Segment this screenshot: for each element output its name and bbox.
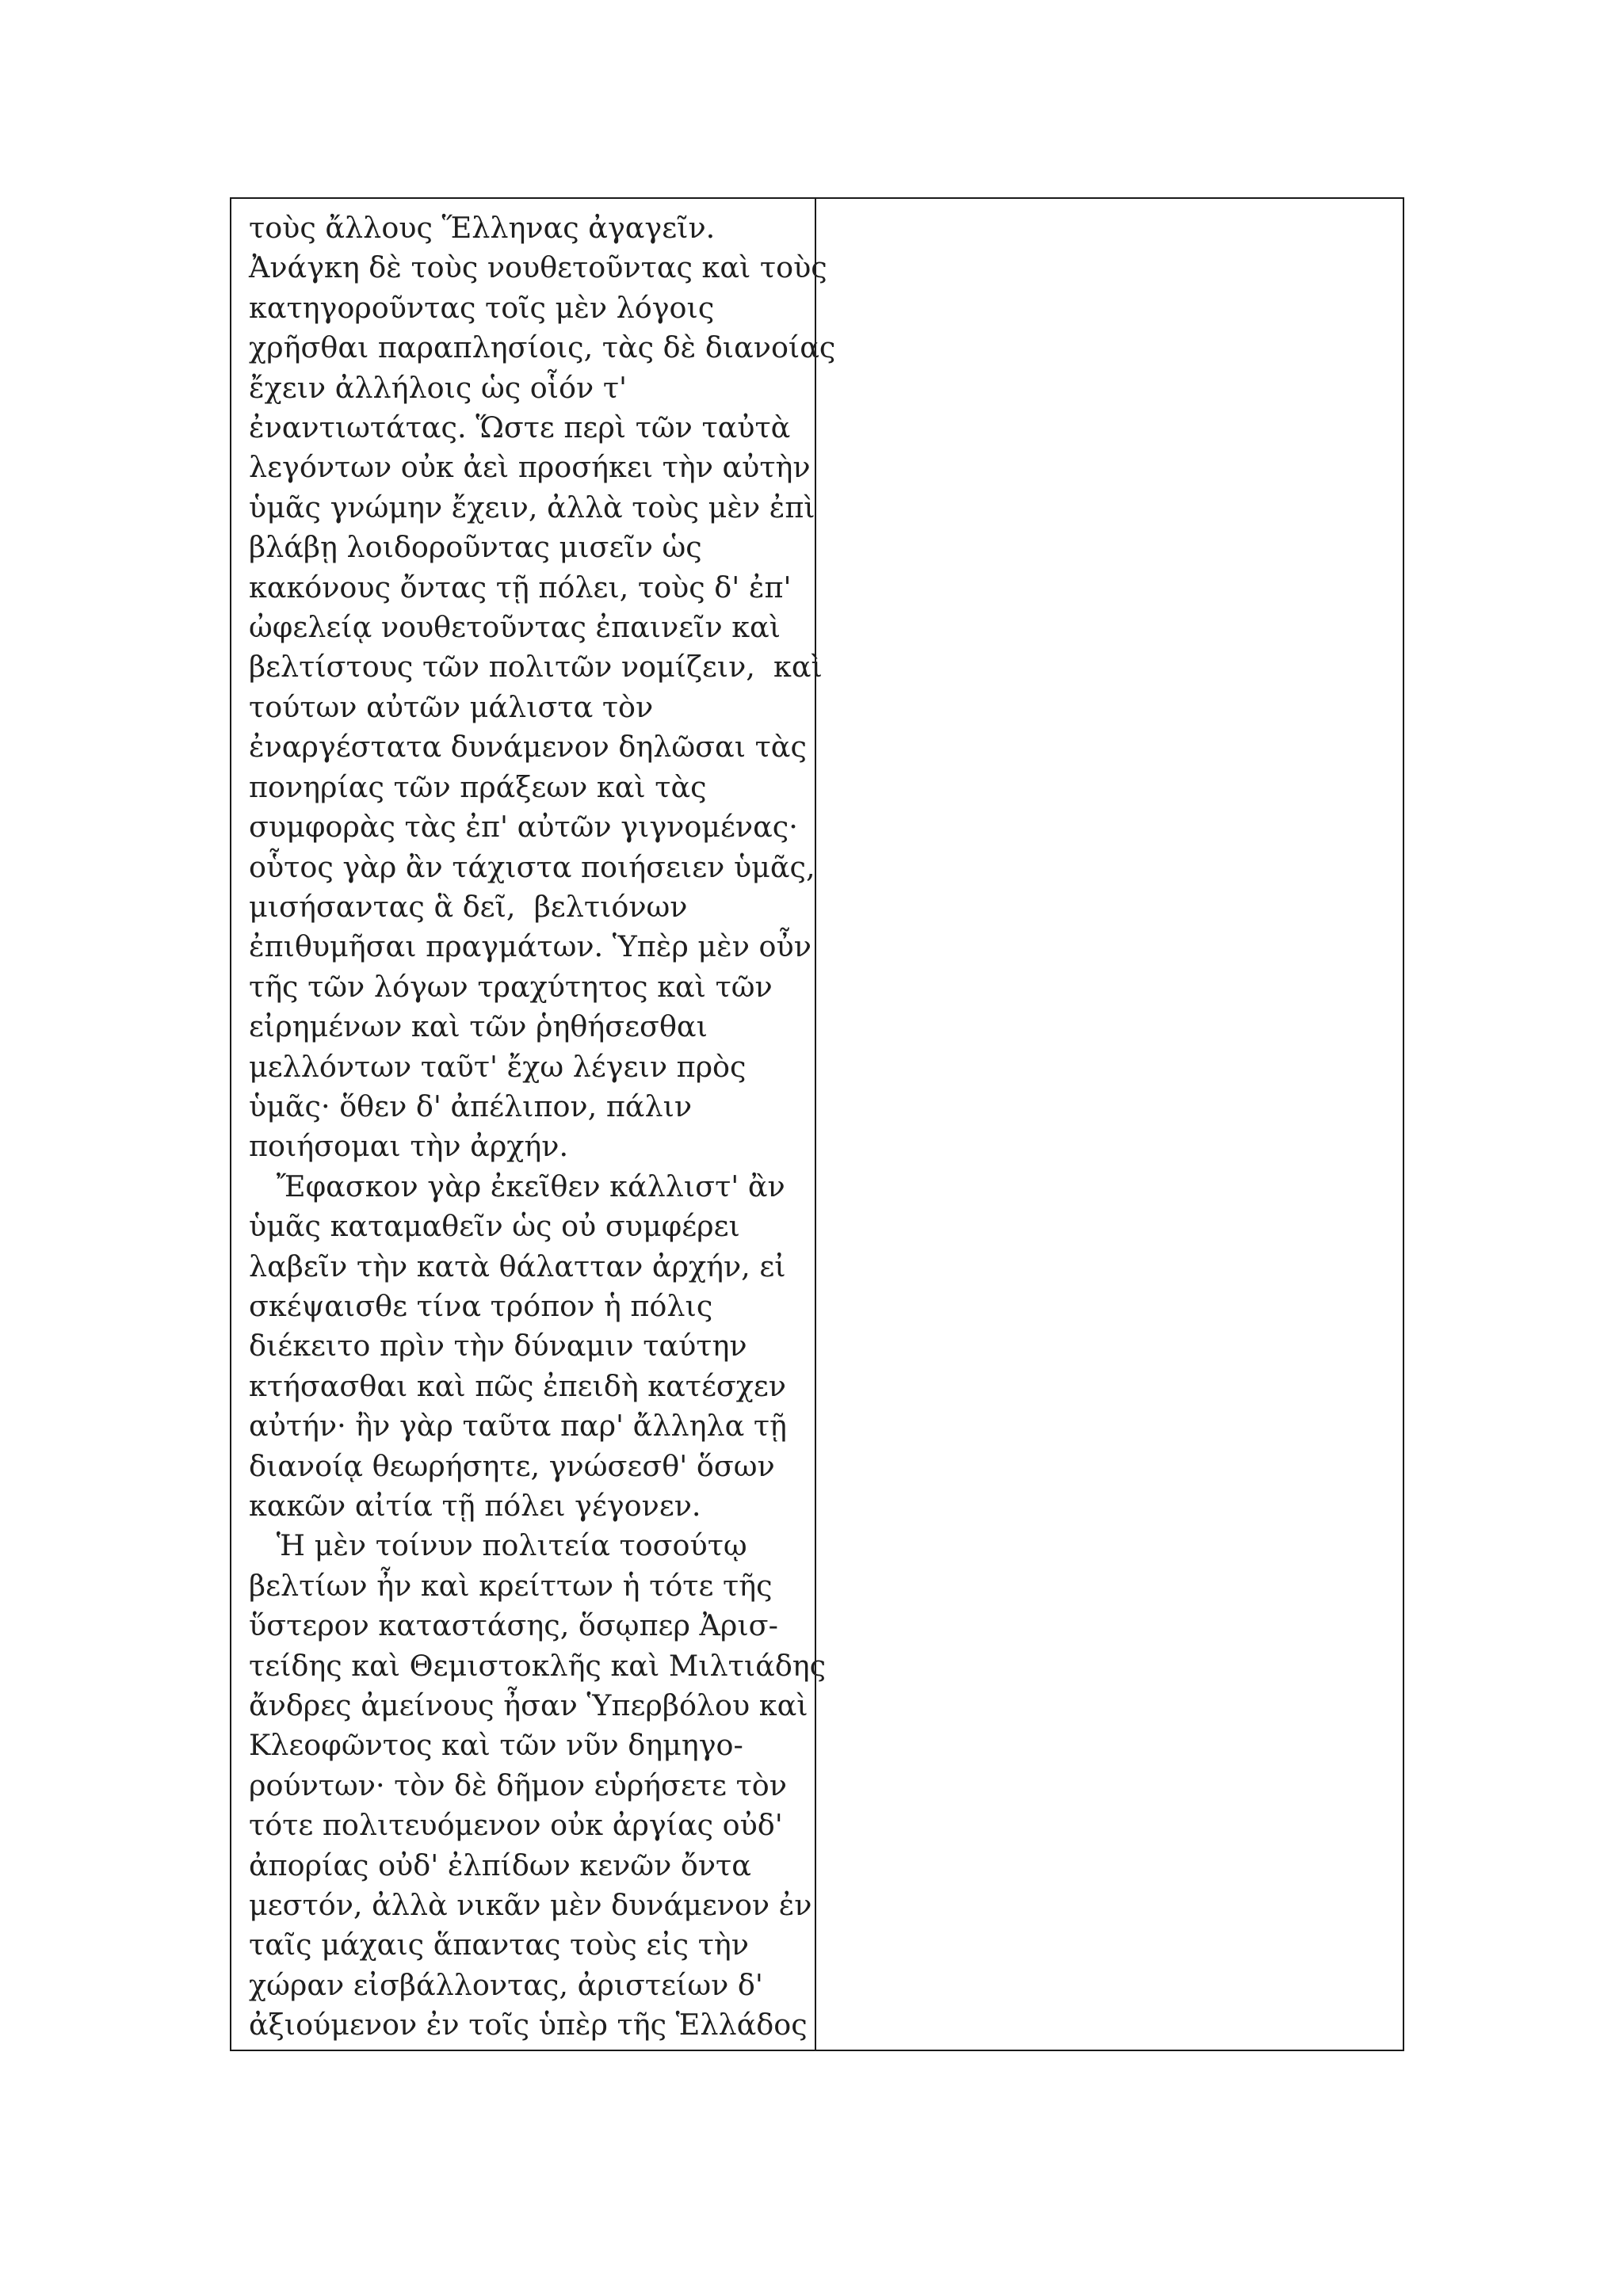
table-row (231, 198, 1403, 2050)
right-column-cell (815, 198, 1403, 2050)
left-column-cell (231, 198, 836, 2050)
greek-text-block: τοὺς ἄλλους Ἕλληνας ἀγαγεῖν. Ἀνάγκη δὲ τοὺς νουθετοῦντας καὶ τοὺς κατηγοροῦντας τοῖς μὲν λόγοις χρῆσθαι παραπλησίοις, τὰς δὲ διανοίας ἔχειν ἀλλήλοις ὡς οἷόν τ' ἐναντιωτάτας. Ὥστε περὶ τῶν ταὐτὰ λεγόντων οὐκ ἀεὶ προσήκει τὴν αὐτὴν ὑμᾶς γνώμην ἔχειν, ἀλλὰ τοὺς μὲν ἐπὶ βλάβῃ λοιδοροῦντας μισεῖν ὡς κακόνους ὄντας τῇ πόλει, τοὺς δ' ἐπ' ὠφελείᾳ νουθετοῦντας ἐπαινεῖν καὶ βελτίστους τῶν πολιτῶν νομίζειν, καὶ τούτων αὐτῶν μάλιστα τὸν ἐναργέστατα δυνάμενον δηλῶσαι τὰς πονηρίας τῶν πράξεων καὶ τὰς συμφορὰς τὰς ἐπ' αὐτῶν γιγνομένας· οὗτος γὰρ ἂν τάχιστα ποιήσειεν ὑμᾶς, μισήσαντας ἃ δεῖ, βελτιόνων ἐπιθυμῆσαι πραγμάτων. Ὑπὲρ μὲν οὖν τῆς τῶν λόγων τραχύτητος καὶ τῶν εἰρημένων καὶ τῶν ῥηθήσεσθαι μελλόντων ταῦτ' ἔχω λέγειν πρὸς ὑμᾶς· ὅθεν δ' ἀπέλιπον, πάλιν ποιήσομαι τὴν ἀρχήν. Ἔφασκον γὰρ ἐκεῖθεν κάλλιστ' ἂν ὑμᾶς καταμαθεῖν ὡς οὐ συμφέρει λαβεῖν τὴν κατὰ θάλατταν ἀρχήν, εἰ σκέψαισθε τίνα τρόπον ἡ πόλις διέκειτο πρὶν τὴν δύναμιν ταύτην κτήσασθαι καὶ πῶς ἐπειδὴ κατέσχεν αὐτήν· ἢν γὰρ ταῦτα παρ' ἄλληλα τῇ διανοίᾳ θεωρήσητε, γνώσεσθ' ὅσων κακῶν αἰτία τῇ πόλει γέγονεν. Ἡ μὲν τοίνυν πολιτεία τοσούτῳ βελτίων ἦν καὶ κρείττων ἡ τότε τῆς ὕστερον καταστάσης, ὅσῳπερ Ἀρισ- τείδης καὶ Θεμιστοκλῆς καὶ Μιλτιάδης ἄνδρες ἀμείνους ἦσαν Ὑπερβόλου καὶ Κλεοφῶντος καὶ τῶν νῦν δημηγο- ρούντων· τὸν δὲ δῆμον εὑρήσετε τὸν τότε πολιτευόμενον οὐκ ἀργίας οὐδ' ἀπορίας οὐδ' ἐλπίδων κενῶν ὄντα μεστόν, ἀλλὰ νικᾶν μὲν δυνάμενον ἐν ταῖς μάχαις ἅπαντας τοὺς εἰς τὴν χώραν εἰσβάλλοντας, ἀριστείων δ' ἀξιούμενον ἐν τοῖς ὑπὲρ τῆς Ἑλλάδος (249, 211, 836, 2042)
translation-text-block (816, 199, 1403, 208)
two-column-table (230, 197, 1404, 2051)
